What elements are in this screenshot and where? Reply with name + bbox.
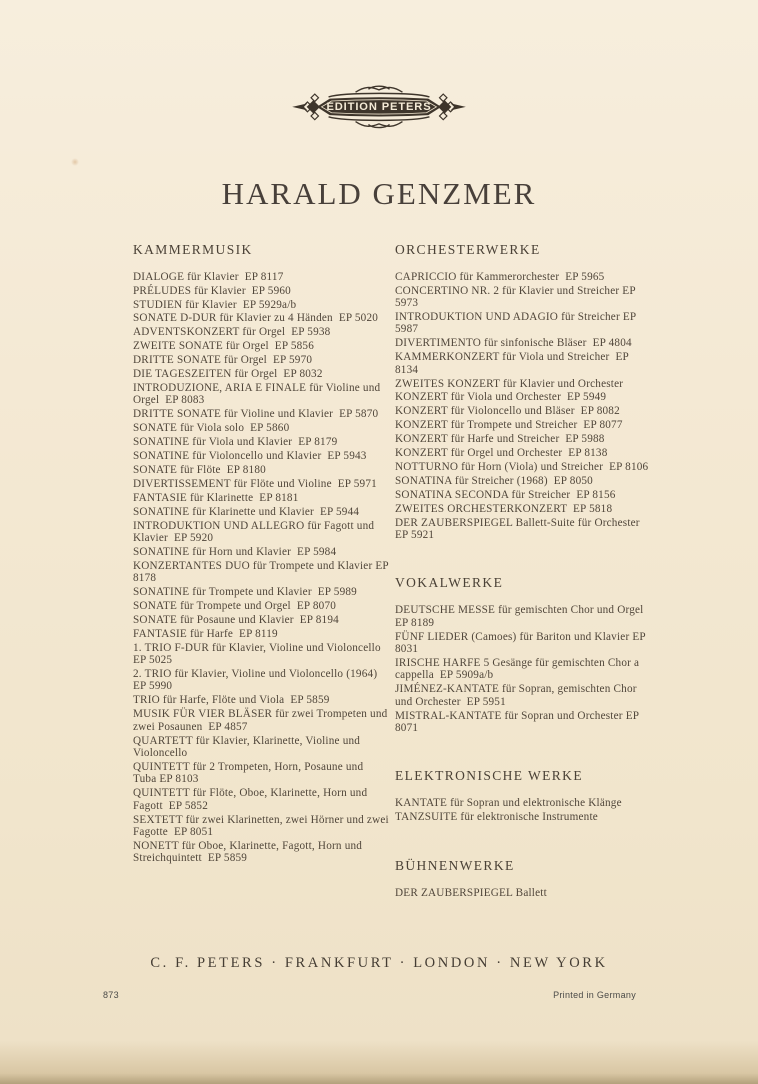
work-item: KAMMERKONZERT für Viola und Streicher EP 8134 [395, 351, 632, 376]
catalog-columns [0, 212, 758, 901]
work-item: QUINTETT für 2 Trompeten, Horn, Posaune und Tuba EP 8103 [133, 760, 367, 786]
publisher-footer: C. F. PETERS · FRANKFURT · LONDON · NEW YORK [150, 954, 608, 971]
work-item: DIVERTISSEMENT für Flöte und Violine EP 5971 [133, 477, 377, 490]
section-buehnenwerke [395, 858, 651, 899]
work-item: SEXTETT für zwei Klarinetten, zwei Hörner und zwei Fagotte EP 8051 [133, 813, 392, 838]
work-item: SONATE für Viola solo EP 5860 [133, 422, 290, 435]
work-item: ZWEITE SONATE für Orgel EP 5856 [133, 340, 315, 353]
work-item: MUSIK FÜR VIER BLÄSER für zwei Trompeten und zwei Posaunen EP 4857 [133, 708, 391, 733]
section-heading-orchesterwerke: ORCHESTERWERKE [395, 241, 541, 257]
work-item: ADVENTSKONZERT für Orgel EP 5938 [133, 326, 331, 339]
work-item: ZWEITES KONZERT für Klavier und Orchester [395, 377, 624, 390]
work-list-vokalwerke [395, 604, 651, 734]
work-item: KANTATE für Sopran und elektronische Klänge [395, 797, 622, 810]
work-item: INTRODUKTION UND ADAGIO für Streicher EP 5987 [395, 310, 639, 336]
work-list-kammermusik [133, 270, 392, 865]
paper-stain [71, 158, 79, 166]
work-item: DIVERTIMENTO für sinfonische Bläser EP 4804 [395, 337, 632, 350]
work-item: ZWEITES ORCHESTERKONZERT EP 5818 [395, 502, 613, 515]
work-item: STUDIEN für Klavier EP 5929a/b [133, 298, 297, 311]
left-column [133, 241, 392, 866]
work-item: CAPRICCIO für Kammerorchester EP 5965 [395, 270, 605, 283]
right-column [395, 242, 651, 901]
banner-ornament-graphic [291, 84, 467, 130]
work-item: KONZERT für Viola und Orchester EP 5949 [395, 391, 607, 404]
work-item: SONATE für Trompete und Orgel EP 8070 [133, 600, 337, 612]
work-item: DER ZAUBERSPIEGEL Ballett [395, 886, 547, 899]
work-item: 1. TRIO F-DUR für Klavier, Violine und Violoncello EP 5025 [133, 641, 384, 667]
section-heading-kammermusik: KAMMERMUSIK [133, 241, 253, 257]
work-item: 2. TRIO für Klavier, Violine und Violoncello (1964) EP 5990 [133, 668, 381, 693]
work-item: SONATE D-DUR für Klavier zu 4 Händen EP 5020 [133, 312, 379, 325]
work-item: FANTASIE für Klarinette EP 8181 [133, 491, 299, 504]
work-item: DRITTE SONATE für Violine und Klavier EP 5870 [133, 408, 379, 421]
work-item: SONATE für Posaune und Klavier EP 8194 [133, 613, 339, 626]
work-item: KONZERT für Violoncello und Bläser EP 8082 [395, 405, 620, 418]
work-item: SONATINE für Klarinette und Klavier EP 5944 [133, 505, 360, 518]
section-elektronische-werke [395, 768, 651, 823]
work-item: TANZSUITE für elektronische Instrumente [395, 811, 598, 824]
work-item: SONATINA für Streicher (1968) EP 8050 [395, 474, 593, 487]
publisher-banner [291, 84, 467, 130]
work-item: SONATINE für Trompete und Klavier EP 5989 [133, 586, 357, 599]
section-orchesterwerke [395, 242, 651, 542]
work-item: DIALOGE für Klavier EP 8117 [133, 270, 284, 283]
publisher-banner-label: EDITION PETERS [326, 101, 432, 114]
work-item: IRISCHE HARFE 5 Gesänge für gemischten Chor a cappella EP 5909a/b [395, 657, 643, 682]
work-item: QUINTETT für Flöte, Oboe, Klarinette, Horn und Fagott EP 5852 [133, 787, 371, 812]
work-item: QUARTETT für Klavier, Klarinette, Violine und Violoncello [133, 734, 363, 759]
work-list-orchesterwerke [395, 271, 651, 542]
section-heading-vokalwerke: VOKALWERKE [395, 575, 504, 591]
work-list-elektronische-werke [395, 797, 651, 823]
catalog-page [0, 84, 758, 1000]
plate-number: 873 [103, 990, 119, 1000]
work-item: KONZERT für Orgel und Orchester EP 8138 [395, 447, 608, 460]
page-title: HARALD GENZMER [221, 175, 537, 211]
work-item: PRÉLUDES für Klavier EP 5960 [133, 284, 291, 297]
work-item: NOTTURNO für Horn (Viola) und Streicher EP 8106 [395, 460, 649, 473]
work-item: FÜNF LIEDER (Camoes) für Bariton und Klavier EP 8031 [395, 630, 649, 656]
work-item: FANTASIE für Harfe EP 8119 [133, 627, 278, 640]
section-vokalwerke [395, 575, 651, 734]
work-item: TRIO für Harfe, Flöte und Viola EP 5859 [133, 694, 330, 707]
work-item: KONZERT für Harfe und Streicher EP 5988 [395, 433, 605, 446]
work-item: SONATE für Flöte EP 8180 [133, 463, 266, 476]
work-item: KONZERT für Trompete und Streicher EP 8077 [395, 419, 623, 432]
work-item: INTRODUZIONE, ARIA E FINALE für Violine und Orgel EP 8083 [133, 382, 384, 407]
work-item: INTRODUKTION UND ALLEGRO für Fagott und Klavier EP 5920 [133, 519, 378, 544]
work-item: SONATINE für Violoncello und Klavier EP 5943 [133, 450, 367, 463]
work-item: SONATINE für Viola und Klavier EP 8179 [133, 436, 338, 449]
work-item: MISTRAL-KANTATE für Sopran und Orchester EP 8071 [395, 709, 642, 735]
work-item: NONETT für Oboe, Klarinette, Fagott, Horn und Streichquintett EP 5859 [133, 839, 366, 865]
work-item: DIE TAGESZEITEN für Orgel EP 8032 [133, 368, 323, 381]
section-heading-elektronische-werke: ELEKTRONISCHE WERKE [395, 768, 583, 784]
work-item: DRITTE SONATE für Orgel EP 5970 [133, 354, 313, 367]
work-item: SONATINA SECONDA für Streicher EP 8156 [395, 488, 616, 501]
work-item: JIMÉNEZ-KANTATE für Sopran, gemischten Chor und Orchester EP 5951 [395, 683, 640, 708]
imprint-row [0, 990, 758, 1000]
section-heading-buehnenwerke: BÜHNENWERKE [395, 857, 515, 873]
work-list-buehnenwerke [395, 887, 651, 899]
printed-in-germany: Printed in Germany [553, 990, 636, 1000]
work-item: DER ZAUBERSPIEGEL Ballett-Suite für Orchester EP 5921 [395, 516, 643, 541]
work-item: CONCERTINO NR. 2 für Klavier und Streicher EP 5973 [395, 284, 639, 310]
work-item: DEUTSCHE MESSE für gemischten Chor und Orgel EP 8189 [395, 604, 647, 629]
work-item: KONZERTANTES DUO für Trompete und Klavier EP 8178 [133, 559, 392, 585]
work-item: SONATINE für Horn und Klavier EP 5984 [133, 545, 337, 558]
section-kammermusik [133, 241, 392, 865]
